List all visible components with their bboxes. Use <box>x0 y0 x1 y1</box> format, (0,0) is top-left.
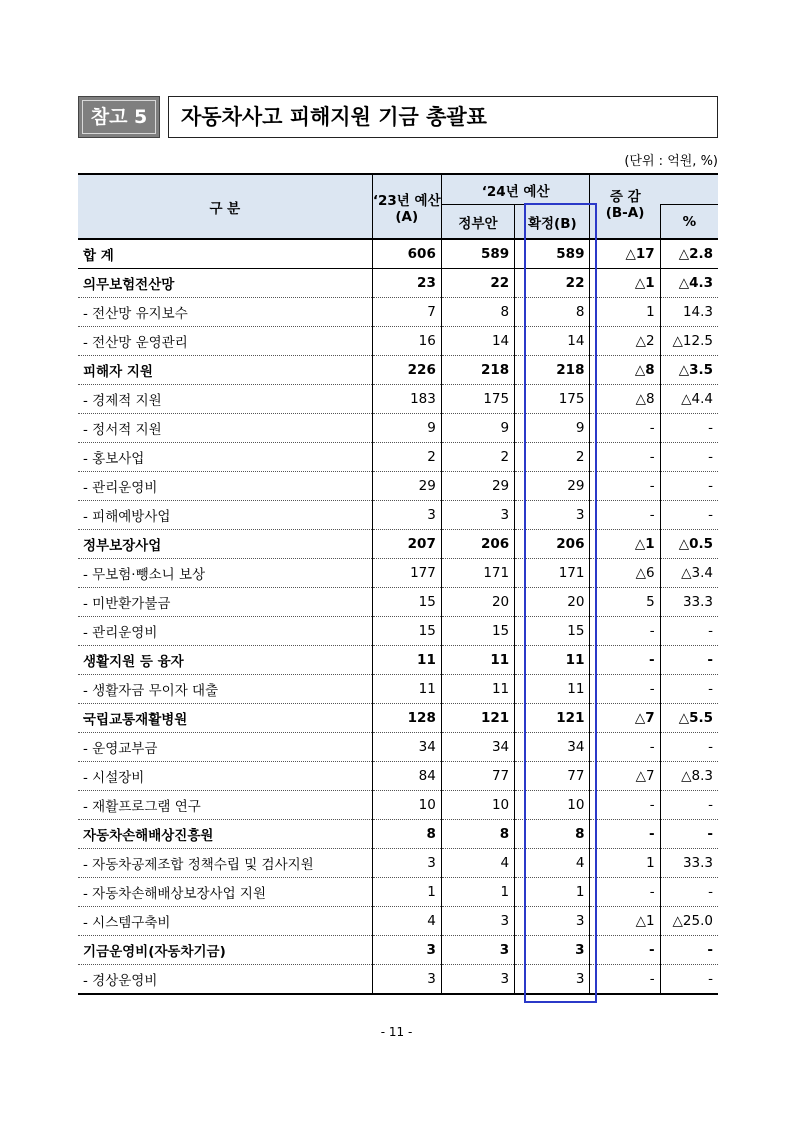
page-title: 자동차사고 피해지원 기금 총괄표 <box>168 96 718 138</box>
cell-final: 2 <box>515 443 590 472</box>
cell-gov-draft: 8 <box>441 298 514 327</box>
cell-2023-budget: 1 <box>372 878 441 907</box>
cell-2023-budget: 9 <box>372 414 441 443</box>
row-label: - 시설장비 <box>78 762 372 791</box>
table-row <box>78 414 718 443</box>
table-row <box>78 472 718 501</box>
cell-gov-draft: 3 <box>441 907 514 936</box>
cell-2023-budget: 15 <box>372 617 441 646</box>
cell-pct: - <box>660 501 718 530</box>
table-row <box>78 675 718 704</box>
cell-2023-budget: 29 <box>372 472 441 501</box>
cell-gov-draft: 206 <box>441 530 514 559</box>
row-label: 생활지원 등 융자 <box>78 646 372 675</box>
cell-final: 3 <box>515 936 590 965</box>
row-label: - 피해예방사업 <box>78 501 372 530</box>
cell-final: 20 <box>515 588 590 617</box>
cell-final: 206 <box>515 530 590 559</box>
cell-pct: - <box>660 617 718 646</box>
row-label: 피해자 지원 <box>78 356 372 385</box>
cell-pct: △12.5 <box>660 327 718 356</box>
row-label: - 경제적 지원 <box>78 385 372 414</box>
cell-gov-draft: 10 <box>441 791 514 820</box>
cell-final: 3 <box>515 907 590 936</box>
unit-note: (단위 : 억원, %) <box>624 154 718 169</box>
cell-pct: △3.4 <box>660 559 718 588</box>
cell-pct: 14.3 <box>660 298 718 327</box>
row-label: - 운영교부금 <box>78 733 372 762</box>
row-label: - 미반환가불금 <box>78 588 372 617</box>
cell-gov-draft: 14 <box>441 327 514 356</box>
cell-pct: - <box>660 733 718 762</box>
cell-gov-draft: 2 <box>441 443 514 472</box>
row-label: - 정서적 지원 <box>78 414 372 443</box>
cell-2023-budget: 16 <box>372 327 441 356</box>
cell-diff: - <box>590 878 660 907</box>
cell-2023-budget: 177 <box>372 559 441 588</box>
cell-pct: △25.0 <box>660 907 718 936</box>
cell-diff: △2 <box>590 327 660 356</box>
cell-final: 77 <box>515 762 590 791</box>
cell-pct: △4.4 <box>660 385 718 414</box>
cell-gov-draft: 175 <box>441 385 514 414</box>
cell-2023-budget: 11 <box>372 675 441 704</box>
cell-diff: △6 <box>590 559 660 588</box>
cell-diff: △1 <box>590 907 660 936</box>
cell-pct: - <box>660 791 718 820</box>
cell-2023-budget: 84 <box>372 762 441 791</box>
cell-gov-draft: 15 <box>441 617 514 646</box>
cell-diff: - <box>590 646 660 675</box>
cell-final: 9 <box>515 414 590 443</box>
row-label: 기금운영비(자동차기금) <box>78 936 372 965</box>
header-diff-sub: (B-A) <box>590 205 660 240</box>
header-gov-draft: 정부안 <box>441 205 514 240</box>
cell-gov-draft: 3 <box>441 501 514 530</box>
cell-final: 171 <box>515 559 590 588</box>
table-body <box>78 239 718 994</box>
table-row <box>78 327 718 356</box>
header-category: 구 분 <box>78 174 372 239</box>
table-row <box>78 617 718 646</box>
table-row <box>78 385 718 414</box>
cell-2023-budget: 7 <box>372 298 441 327</box>
cell-pct: 33.3 <box>660 849 718 878</box>
cell-diff: - <box>590 936 660 965</box>
cell-diff: - <box>590 820 660 849</box>
table-row <box>78 878 718 907</box>
fund-summary-table <box>78 173 718 995</box>
table-row <box>78 298 718 327</box>
row-label: - 관리운영비 <box>78 617 372 646</box>
cell-gov-draft: 589 <box>441 239 514 269</box>
cell-pct: - <box>660 878 718 907</box>
cell-pct: △2.8 <box>660 239 718 269</box>
table-row <box>78 443 718 472</box>
table-row-subtotal <box>78 530 718 559</box>
cell-final: 121 <box>515 704 590 733</box>
cell-gov-draft: 34 <box>441 733 514 762</box>
cell-final: 15 <box>515 617 590 646</box>
cell-final: 589 <box>515 239 590 269</box>
cell-gov-draft: 22 <box>441 269 514 298</box>
cell-2023-budget: 8 <box>372 820 441 849</box>
cell-gov-draft: 3 <box>441 965 514 995</box>
table-row <box>78 965 718 995</box>
table-row-subtotal <box>78 356 718 385</box>
cell-diff: △1 <box>590 269 660 298</box>
row-label: 정부보장사업 <box>78 530 372 559</box>
cell-pct: - <box>660 675 718 704</box>
cell-2023-budget: 10 <box>372 791 441 820</box>
cell-2023-budget: 23 <box>372 269 441 298</box>
cell-2023-budget: 15 <box>372 588 441 617</box>
header-2023-budget <box>372 174 441 239</box>
cell-pct: △3.5 <box>660 356 718 385</box>
table-row <box>78 762 718 791</box>
cell-diff: △1 <box>590 530 660 559</box>
row-label: - 시스템구축비 <box>78 907 372 936</box>
cell-2023-budget: 3 <box>372 849 441 878</box>
cell-gov-draft: 77 <box>441 762 514 791</box>
cell-final: 3 <box>515 501 590 530</box>
cell-diff: 5 <box>590 588 660 617</box>
cell-pct: - <box>660 472 718 501</box>
table-row-subtotal <box>78 936 718 965</box>
table-row <box>78 849 718 878</box>
cell-final: 14 <box>515 327 590 356</box>
table-row-subtotal <box>78 239 718 269</box>
row-label: - 생활자금 무이자 대출 <box>78 675 372 704</box>
cell-2023-budget: 226 <box>372 356 441 385</box>
cell-diff: - <box>590 791 660 820</box>
cell-2023-budget: 606 <box>372 239 441 269</box>
row-label: 의무보험전산망 <box>78 269 372 298</box>
row-label: - 경상운영비 <box>78 965 372 995</box>
table-row <box>78 559 718 588</box>
cell-pct: - <box>660 414 718 443</box>
table-row-subtotal <box>78 646 718 675</box>
cell-pct: - <box>660 646 718 675</box>
table-row-subtotal <box>78 820 718 849</box>
row-label: - 자동차공제조합 정책수립 및 검사지원 <box>78 849 372 878</box>
header-2023-budget-label: ‘23년 예산 <box>372 192 441 209</box>
header-diff: 증 감 <box>590 174 660 205</box>
cell-final: 11 <box>515 646 590 675</box>
cell-gov-draft: 11 <box>441 675 514 704</box>
cell-gov-draft: 121 <box>441 704 514 733</box>
cell-final: 3 <box>515 965 590 995</box>
cell-pct: △8.3 <box>660 762 718 791</box>
table-row-subtotal <box>78 269 718 298</box>
table-row <box>78 907 718 936</box>
row-label: - 전산망 유지보수 <box>78 298 372 327</box>
table-row <box>78 733 718 762</box>
cell-final: 11 <box>515 675 590 704</box>
row-label: 자동차손해배상진흥원 <box>78 820 372 849</box>
cell-2023-budget: 207 <box>372 530 441 559</box>
cell-final: 175 <box>515 385 590 414</box>
cell-gov-draft: 20 <box>441 588 514 617</box>
header-pct-top <box>660 174 718 205</box>
cell-final: 34 <box>515 733 590 762</box>
cell-final: 4 <box>515 849 590 878</box>
row-label: - 관리운영비 <box>78 472 372 501</box>
cell-2023-budget: 3 <box>372 965 441 995</box>
table-row <box>78 501 718 530</box>
row-label: - 홍보사업 <box>78 443 372 472</box>
header-final: 확정(B) <box>515 205 590 240</box>
cell-diff: - <box>590 965 660 995</box>
cell-2023-budget: 2 <box>372 443 441 472</box>
row-label: - 무보험·뺑소니 보상 <box>78 559 372 588</box>
section-tag: 참고 5 <box>78 96 160 138</box>
cell-diff: - <box>590 675 660 704</box>
page-number: - 11 - <box>380 1025 413 1039</box>
cell-2023-budget: 4 <box>372 907 441 936</box>
cell-pct: - <box>660 820 718 849</box>
cell-diff: △7 <box>590 704 660 733</box>
cell-pct: 33.3 <box>660 588 718 617</box>
cell-diff: - <box>590 501 660 530</box>
cell-pct: - <box>660 936 718 965</box>
row-label: 합 계 <box>78 239 372 269</box>
cell-pct: △5.5 <box>660 704 718 733</box>
cell-final: 29 <box>515 472 590 501</box>
cell-gov-draft: 11 <box>441 646 514 675</box>
cell-diff: 1 <box>590 849 660 878</box>
cell-gov-draft: 171 <box>441 559 514 588</box>
cell-gov-draft: 4 <box>441 849 514 878</box>
cell-diff: 1 <box>590 298 660 327</box>
cell-gov-draft: 3 <box>441 936 514 965</box>
cell-gov-draft: 1 <box>441 878 514 907</box>
cell-diff: - <box>590 472 660 501</box>
cell-diff: - <box>590 733 660 762</box>
table-row <box>78 791 718 820</box>
cell-2023-budget: 34 <box>372 733 441 762</box>
cell-diff: △8 <box>590 356 660 385</box>
row-label: 국립교통재활병원 <box>78 704 372 733</box>
cell-pct: - <box>660 443 718 472</box>
title-bar <box>78 96 718 138</box>
cell-2023-budget: 128 <box>372 704 441 733</box>
cell-final: 8 <box>515 820 590 849</box>
header-pct: % <box>660 205 718 240</box>
cell-diff: - <box>590 414 660 443</box>
cell-gov-draft: 8 <box>441 820 514 849</box>
cell-gov-draft: 29 <box>441 472 514 501</box>
cell-gov-draft: 9 <box>441 414 514 443</box>
cell-final: 10 <box>515 791 590 820</box>
cell-pct: △0.5 <box>660 530 718 559</box>
cell-gov-draft: 218 <box>441 356 514 385</box>
cell-pct: △4.3 <box>660 269 718 298</box>
row-label: - 자동차손해배상보장사업 지원 <box>78 878 372 907</box>
cell-diff: - <box>590 443 660 472</box>
cell-final: 8 <box>515 298 590 327</box>
cell-diff: △8 <box>590 385 660 414</box>
row-label: - 재활프로그램 연구 <box>78 791 372 820</box>
cell-final: 22 <box>515 269 590 298</box>
header-2023-budget-sub: (A) <box>395 208 419 225</box>
cell-diff: △7 <box>590 762 660 791</box>
cell-2023-budget: 183 <box>372 385 441 414</box>
table-row <box>78 588 718 617</box>
cell-pct: - <box>660 965 718 995</box>
cell-diff: △17 <box>590 239 660 269</box>
cell-2023-budget: 3 <box>372 936 441 965</box>
cell-2023-budget: 11 <box>372 646 441 675</box>
cell-final: 218 <box>515 356 590 385</box>
cell-final: 1 <box>515 878 590 907</box>
row-label: - 전산망 운영관리 <box>78 327 372 356</box>
header-2024-budget: ‘24년 예산 <box>441 174 590 205</box>
cell-2023-budget: 3 <box>372 501 441 530</box>
table-row-subtotal <box>78 704 718 733</box>
cell-diff: - <box>590 617 660 646</box>
